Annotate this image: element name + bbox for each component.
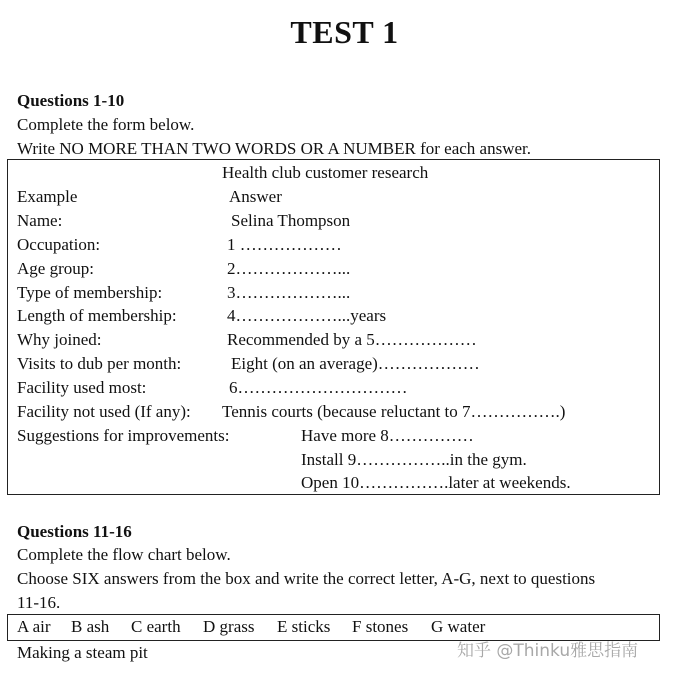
form-label: Name: <box>17 211 63 230</box>
section2-instruction-2: Choose SIX answers from the box and write the correct letter, A-G, next to questions <box>17 569 596 588</box>
form-row-name <box>0 211 689 233</box>
form-row-age-group <box>0 259 689 281</box>
form-label: Facility not used (If any): <box>17 402 191 421</box>
page-title: TEST 1 <box>290 14 399 50</box>
answer-blank-4[interactable]: 4………………...years <box>227 306 387 325</box>
answer-blank-9[interactable]: Install 9……………..in the gym. <box>301 450 527 469</box>
form-label: Type of membership: <box>17 283 163 302</box>
form-label: Length of membership: <box>17 306 177 325</box>
option-e: E sticks <box>277 617 331 636</box>
section1-heading: Questions 1-10 <box>17 91 125 110</box>
option-a: A air <box>17 617 51 636</box>
form-label: Suggestions for improvements: <box>17 426 230 445</box>
form-row-membership-length <box>0 306 689 328</box>
option-b: B ash <box>71 617 110 636</box>
option-g: G water <box>431 617 486 636</box>
option-c: C earth <box>131 617 181 636</box>
form-row-facility-not-used <box>0 402 689 424</box>
form-label: Example <box>17 187 78 206</box>
form-label: Facility used most: <box>17 378 147 397</box>
form-row-why-joined <box>0 330 689 352</box>
form-label: Visits to dub per month: <box>17 354 182 373</box>
form-row-suggestions <box>0 426 689 448</box>
section1-instruction-1: Complete the form below. <box>17 115 195 134</box>
answer-blank-5[interactable]: Recommended by a 5……………… <box>227 330 477 349</box>
form-value: Eight (on an average)……………… <box>231 354 480 373</box>
answer-blank-10[interactable]: Open 10…………….later at weekends. <box>301 473 571 492</box>
answer-blank-2[interactable]: 2………………... <box>227 259 351 278</box>
watermark: 知乎 @Thinku雅思指南 <box>457 641 639 661</box>
answer-blank-1[interactable]: 1 ……………… <box>227 235 342 254</box>
answer-blank-3[interactable]: 3………………... <box>227 283 351 302</box>
form-value: Selina Thompson <box>231 211 351 230</box>
form-title: Health club customer research <box>222 163 429 182</box>
flow-chart-title: Making a steam pit <box>17 643 148 662</box>
option-d: D grass <box>203 617 255 636</box>
form-row-example <box>0 187 689 209</box>
answer-blank-7[interactable]: Tennis courts (because reluctant to 7…………….) <box>222 402 566 421</box>
section2-heading: Questions 11-16 <box>17 522 132 541</box>
form-row-visits <box>0 354 689 376</box>
answer-blank-8[interactable]: Have more 8…………… <box>301 426 474 445</box>
option-f: F stones <box>352 617 409 636</box>
section2-instruction-3: 11-16. <box>17 593 61 612</box>
section2-instruction-1: Complete the flow chart below. <box>17 545 231 564</box>
form-label: Why joined: <box>17 330 102 349</box>
form-value: Answer <box>229 187 282 206</box>
answer-blank-6[interactable]: 6………………………… <box>229 378 408 397</box>
section1-instruction-2: Write NO MORE THAN TWO WORDS OR A NUMBER for each answer. <box>17 139 531 158</box>
form-row-membership-type <box>0 283 689 305</box>
form-row-occupation <box>0 235 689 257</box>
form-label: Occupation: <box>17 235 101 254</box>
form-label: Age group: <box>17 259 94 278</box>
form-row-facility-used <box>0 378 689 400</box>
